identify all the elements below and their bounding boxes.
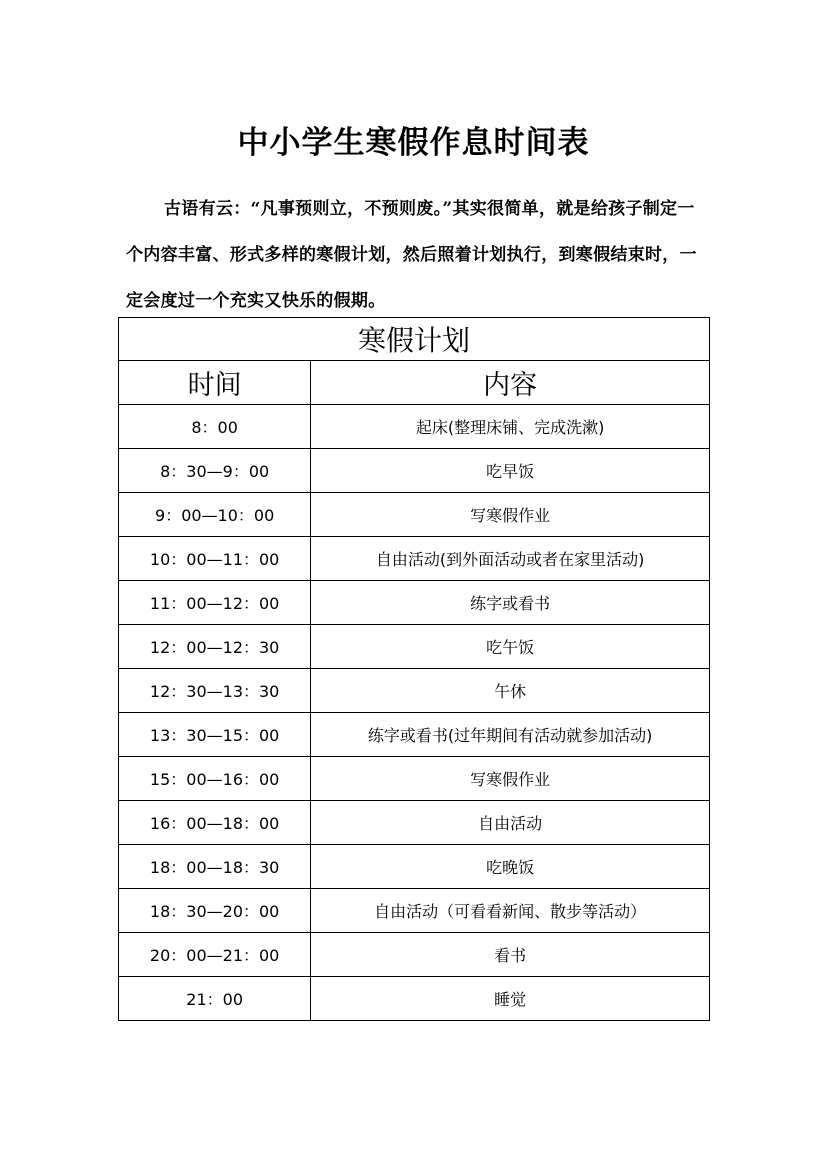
- table-row: [119, 581, 710, 625]
- time-cell: 18：00—18：30: [119, 845, 311, 889]
- content-cell: 自由活动(到外面活动或者在家里活动): [311, 537, 710, 581]
- content-cell: 睡觉: [311, 977, 710, 1021]
- time-cell: 10：00—11：00: [119, 537, 311, 581]
- content-cell: 起床(整理床铺、完成洗漱): [311, 405, 710, 449]
- content-cell: 午休: [311, 669, 710, 713]
- content-cell: 练字或看书(过年期间有活动就参加活动): [311, 713, 710, 757]
- time-cell: 21：00: [119, 977, 311, 1021]
- time-cell: 15：00—16：00: [119, 757, 311, 801]
- table-row: [119, 889, 710, 933]
- table-row: [119, 625, 710, 669]
- table-row: [119, 493, 710, 537]
- content-cell: 吃晚饭: [311, 845, 710, 889]
- table-title: 寒假计划: [119, 318, 710, 361]
- header-content: 内容: [311, 361, 710, 405]
- time-cell: 12：00—12：30: [119, 625, 311, 669]
- content-cell: 练字或看书: [311, 581, 710, 625]
- time-cell: 12：30—13：30: [119, 669, 311, 713]
- schedule-table: [118, 317, 710, 1021]
- time-cell: 11：00—12：00: [119, 581, 311, 625]
- table-row: [119, 801, 710, 845]
- content-cell: 吃午饭: [311, 625, 710, 669]
- table-row: [119, 757, 710, 801]
- table-row: [119, 713, 710, 757]
- content-cell: 吃早饭: [311, 449, 710, 493]
- content-cell: 自由活动: [311, 801, 710, 845]
- table-row: [119, 405, 710, 449]
- time-cell: 8：00: [119, 405, 311, 449]
- time-cell: 16：00—18：00: [119, 801, 311, 845]
- table-row: [119, 669, 710, 713]
- table-row: [119, 977, 710, 1021]
- header-time: 时间: [119, 361, 311, 405]
- content-cell: 写寒假作业: [311, 757, 710, 801]
- table-row: [119, 449, 710, 493]
- content-cell: 自由活动（可看看新闻、散步等活动）: [311, 889, 710, 933]
- time-cell: 8：30—9：00: [119, 449, 311, 493]
- content-cell: 写寒假作业: [311, 493, 710, 537]
- page-title: 中小学生寒假作息时间表: [237, 124, 590, 161]
- time-cell: 18：30—20：00: [119, 889, 311, 933]
- intro-paragraph: 古语有云：“凡事预则立，不预则废。”其实很简单，就是给孩子制定一个内容丰富、形式多样的寒假计划，然后照着计划执行，到寒假结束时，一定会度过一个充实又快乐的假期。: [126, 199, 697, 311]
- time-cell: 9：00—10：00: [119, 493, 311, 537]
- time-cell: 13：30—15：00: [119, 713, 311, 757]
- table-row: [119, 537, 710, 581]
- time-cell: 20：00—21：00: [119, 933, 311, 977]
- table-row: [119, 845, 710, 889]
- table-row: [119, 933, 710, 977]
- content-cell: 看书: [311, 933, 710, 977]
